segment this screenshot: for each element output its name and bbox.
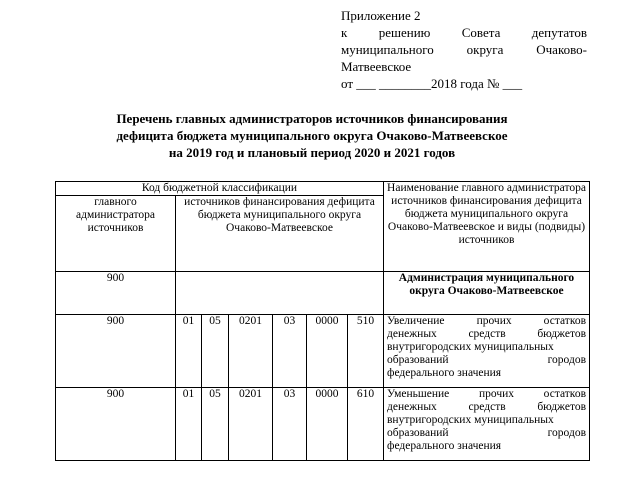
description-line: федерального значения (387, 367, 502, 379)
source-code-cell: 0201 (229, 388, 273, 461)
table-row (56, 388, 590, 461)
header-budget-code: Код бюджетной классификации (56, 182, 384, 196)
source-code-cell: 01 (176, 315, 202, 388)
source-code-cell: 03 (273, 388, 307, 461)
description-line: образований городов (387, 354, 586, 366)
source-description-cell (384, 315, 590, 388)
header-funding-sources: источников финансирования дефицита бюджета муниципального округа Очаково-Матвеевское (176, 196, 384, 272)
description-line: федерального значения (387, 440, 502, 452)
source-code-cell: 0201 (229, 315, 273, 388)
source-code-cell: 05 (202, 315, 229, 388)
source-code-cell: 0000 (307, 388, 348, 461)
appendix-line: Матвеевское (341, 59, 412, 74)
header-chief-administrator: главного администратора источников (56, 196, 176, 272)
title-line: на 2019 год и плановый период 2020 и 2021 годов (168, 145, 456, 160)
source-code-cell: 0000 (307, 315, 348, 388)
source-code-cell: 610 (348, 388, 384, 461)
title-line: Перечень главных администраторов источников финансирования (116, 111, 508, 126)
table-row (56, 315, 590, 388)
appendix-line: Приложение 2 (341, 8, 421, 23)
description-line: денежных средств бюджетов (387, 328, 586, 340)
source-code-cell: 03 (273, 315, 307, 388)
description-line: денежных средств бюджетов (387, 401, 586, 413)
source-code-cell: 05 (202, 388, 229, 461)
source-code-cell (176, 272, 384, 315)
description-line: Уменьшение прочих остатков (387, 388, 586, 400)
source-code-cell: 510 (348, 315, 384, 388)
appendix-block (341, 7, 587, 92)
appendix-line: муниципального округа Очаково- (341, 42, 587, 57)
source-code-cell: 01 (176, 388, 202, 461)
description-line: внутригородских муниципальных (387, 414, 554, 426)
header-administrator-name: Наименование главного администратора источников финансирования дефицита бюджета муниципального округа Очаково-Матвеевское и виды (подвиды) источников (384, 182, 590, 272)
administrator-name-cell: Администрация муниципального округа Очаково-Матвеевское (384, 272, 590, 315)
appendix-line: от ___ ________2018 года № ___ (341, 76, 523, 91)
table-row (56, 272, 590, 315)
administrators-table (55, 181, 590, 461)
title-line: дефицита бюджета муниципального округа Очаково-Матвеевское (116, 128, 508, 143)
admin-code-cell: 900 (56, 388, 176, 461)
document-title (40, 110, 584, 161)
admin-code-cell: 900 (56, 272, 176, 315)
description-line: внутригородских муниципальных (387, 341, 554, 353)
appendix-line: к решению Совета депутатов (341, 25, 587, 40)
admin-code-cell: 900 (56, 315, 176, 388)
description-line: Увеличение прочих остатков (387, 315, 586, 327)
source-description-cell (384, 388, 590, 461)
description-line: образований городов (387, 427, 586, 439)
